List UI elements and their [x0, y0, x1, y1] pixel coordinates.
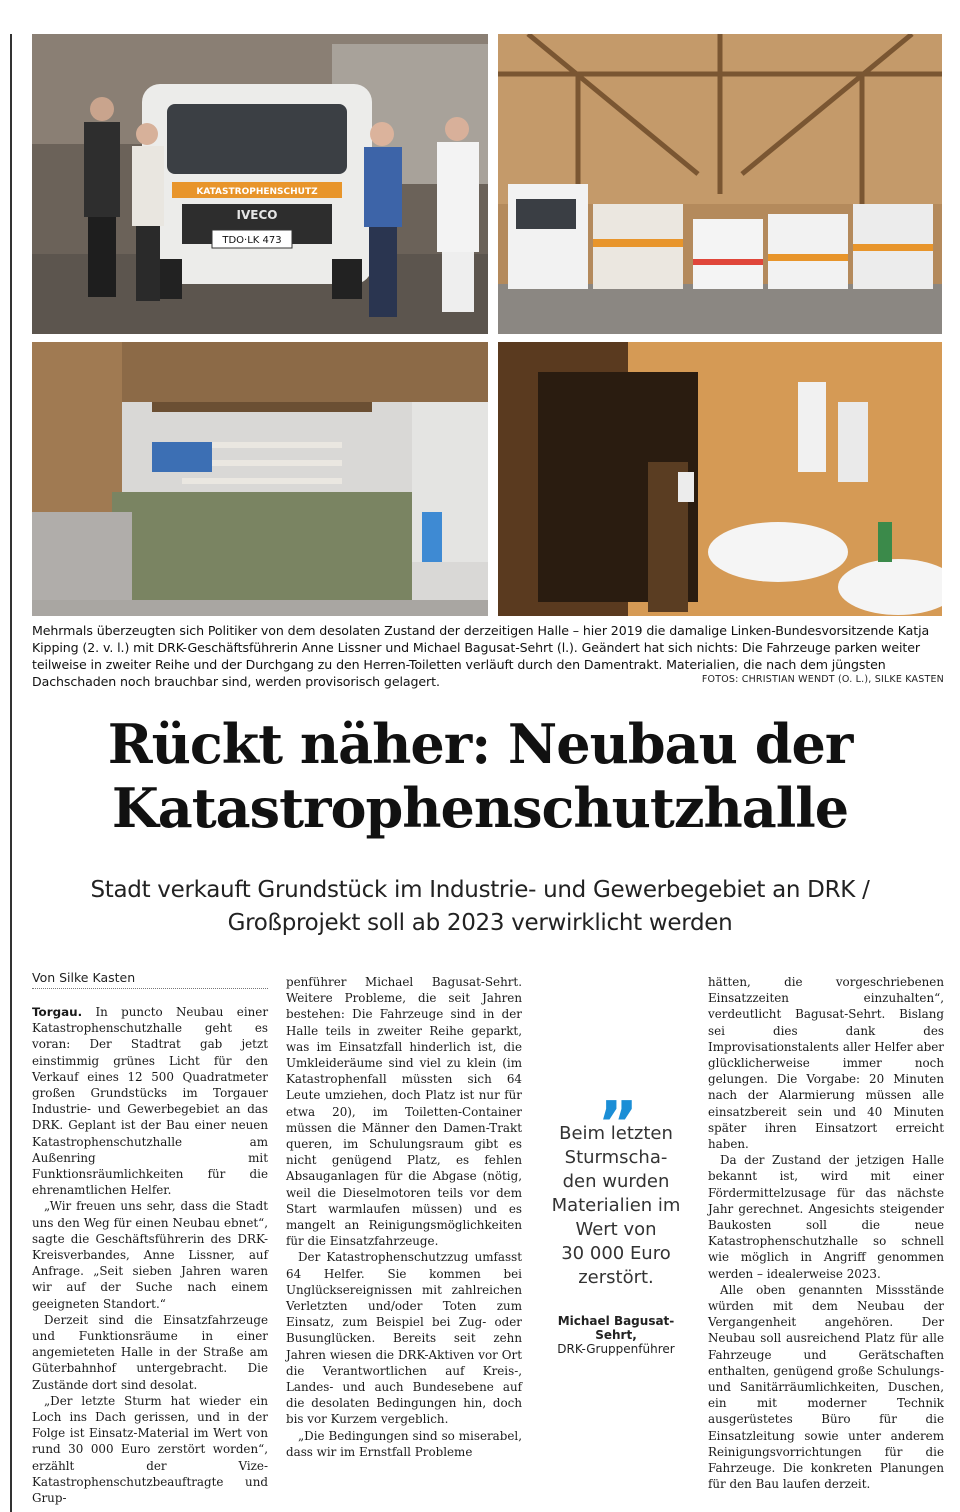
photo-washroom	[498, 342, 942, 616]
quote-author: Michael Bagusat-Sehrt,	[557, 1314, 675, 1342]
paragraph: Derzeit sind die Einsatzfahrzeuge und Funktionsräume in einer angemieteten Halle in der Straße am Güterbahnhof untergebracht. Die Zustände dort sind desolat.	[32, 1312, 268, 1392]
article-column-3	[708, 974, 944, 1493]
subheadline: Stadt verkauft Grundstück im Industrie- und Gewerbegebiet an DRK / Großprojekt soll ab 2023 verwirklicht werden	[90, 877, 870, 936]
photo-credit: FOTOS: CHRISTIAN WENDT (O. L.), SILKE KASTEN	[701, 674, 944, 685]
paragraph: hätten, die vorgeschriebenen Einsatzzeiten einzuhalten“, verdeutlicht Bagusat-Sehrt. Bislang sei dies dank des Improvisationstalents aller Helfer aber glücklicherweise immer noch gelungen. Die Vorgabe: 20 Minuten nach der Alarmierung müssen alle einsatzbereit sein und 40 Minuten später ihren Einsatzort erreicht haben.	[708, 975, 944, 1152]
photo-caption: Mehrmals überzeugten sich Politiker von dem desolaten Zustand der derzeitigen Halle – hier 2019 die damalige Linken-Bundesvorsitzende Katja Kipping (2. v. l.) mit DRK-Geschäftsführerin Anne Lissner und Michael Bagusat-Sehrt (l.). Geändert hat sich nichts: Die Fahrzeuge parken weiter teilweise in zweiter Reihe und der Durchgang zu den Herren-Toiletten verläuft durch den Damentrakt. Materialien, die nach dem jüngsten Dachschaden noch brauchbar sind, werden provisorisch gelagert.	[32, 623, 930, 689]
photo-stored-materials	[32, 342, 488, 616]
pull-quote	[538, 1054, 694, 1356]
paragraph: „Die Bedingungen sind so miserabel, dass wir im Ernstfall Probleme	[286, 1428, 522, 1459]
quote-mark-icon: „	[598, 1054, 634, 1127]
dateline: Torgau.	[32, 1005, 83, 1019]
paragraph: Da der Zustand der jetzigen Halle bekannt ist, wird mit einer Fördermittelzusage für das nächste Jahr gerechnet. Angesichts steigender Baukosten soll die neue Katastrophenschutzhalle so schnell wie möglich in Angriff genommen werden – idealerweise 2023.	[708, 1153, 944, 1281]
van-text: KATASTROPHENSCHUTZ	[196, 187, 318, 197]
paragraph: „Wir freuen uns sehr, dass die Stadt uns den Weg für einen Neubau ebnet“, sagte die Geschäftsführerin des DRK-Kreisverbandes, Anne Lissner, auf Anfrage. „Seit sieben Jahren waren wir auf der Suche nach einem geeigneten Standort.“	[32, 1199, 268, 1311]
article-column-2	[286, 974, 522, 1460]
article-column-1	[32, 1004, 268, 1506]
van-brand: IVECO	[236, 208, 278, 222]
quote-role: DRK-Gruppenführer	[557, 1342, 675, 1356]
van-plate: TDO·LK 473	[222, 235, 282, 246]
headline: Rückt näher: Neubau der Katastrophenschutzhalle	[107, 712, 853, 840]
byline: Von Silke Kasten	[32, 970, 268, 989]
photo-vehicle-hall	[498, 34, 942, 334]
paragraph-text: In puncto Neubau einer Katastrophenschutzhalle geht es voran: Der Stadtrat gab jetzt einstimmig grünes Licht für den Verkauf eines 12 500 Quadratmeter großen Grundstücks im Torgauer Industrie- und Gewerbegebiet an das DRK. Geplant ist der Bau einer neuen Katastrophenschutzhalle am Außenring mit Funktionsräumlichkeiten für die ehrenamtlichen Helfer.	[32, 1005, 268, 1198]
paragraph: Alle oben genannten Missstände würden mit dem Neubau der Vergangenheit angehören. Der Neubau soll ausreichend Platz für alle Fahrzeuge und Gerätschaften enthalten, genügend große Schulungs- und Sanitärräumlichkeiten, Duschen, ein mit moderner Technik ausgerüstetes Büro für die Einsatzleitung sowie unter anderem Reinigungsvorrichtungen für die Fahrzeuge. Die konkreten Planungen für den Bau laufen derzeit.	[708, 1282, 944, 1492]
photo-kipping-van	[32, 34, 488, 334]
paragraph: penführer Michael Bagusat-Sehrt. Weitere Probleme, die seit Jahren bestehen: Die Fahrzeuge sind in der Halle teils in zweiter Reihe geparkt, was im Einsatzfall hinderlich ist, die Umkleideräume sind viel zu klein (im Katastrophenfall müssten sich 64 Leute umziehen, doch Platz ist nur für etwa 20), im Toiletten-Container müssen die Männer den Damen-Trakt queren, im Schulungsraum gibt es nicht genügend Platz, es fehlen Absauganlagen für die Abgase (nötig, weil die Dieselmotoren teils vor dem Start warmlaufen müssen) und es mangelt an Reinigungsmöglichkeiten für die Einsatzfahrzeuge.	[286, 975, 522, 1249]
paragraph: „Der letzte Sturm hat wieder ein Loch ins Dach gerissen, und in der Folge ist Einsatz-Material im Wert von rund 30 000 Euro zerstört worden“, erzählt der Vize-Katastrophenschutzbeauftragte und Grup-	[32, 1393, 268, 1506]
paragraph: Der Katastrophenschutzzug umfasst 64 Helfer. Sie kommen bei Unglücksereignissen mit zahlreichen Verletzten und/oder Toten zum Einsatz, zum Beispiel bei Zug- oder Busunglücken. Bereits seit zehn Jahren wiesen die DRK-Aktiven vor Ort die Verantwortlichen auf Kreis-, Landes- und auch Bundesebene auf die desolaten Bedingungen hin, doch bis vor Kurzem vergeblich.	[286, 1250, 522, 1427]
quote-text: Beim letzten Sturmscha- den wurden Materialien im Wert von 30 000 Euro zerstört.	[551, 1123, 681, 1288]
paragraph	[32, 1004, 268, 1198]
